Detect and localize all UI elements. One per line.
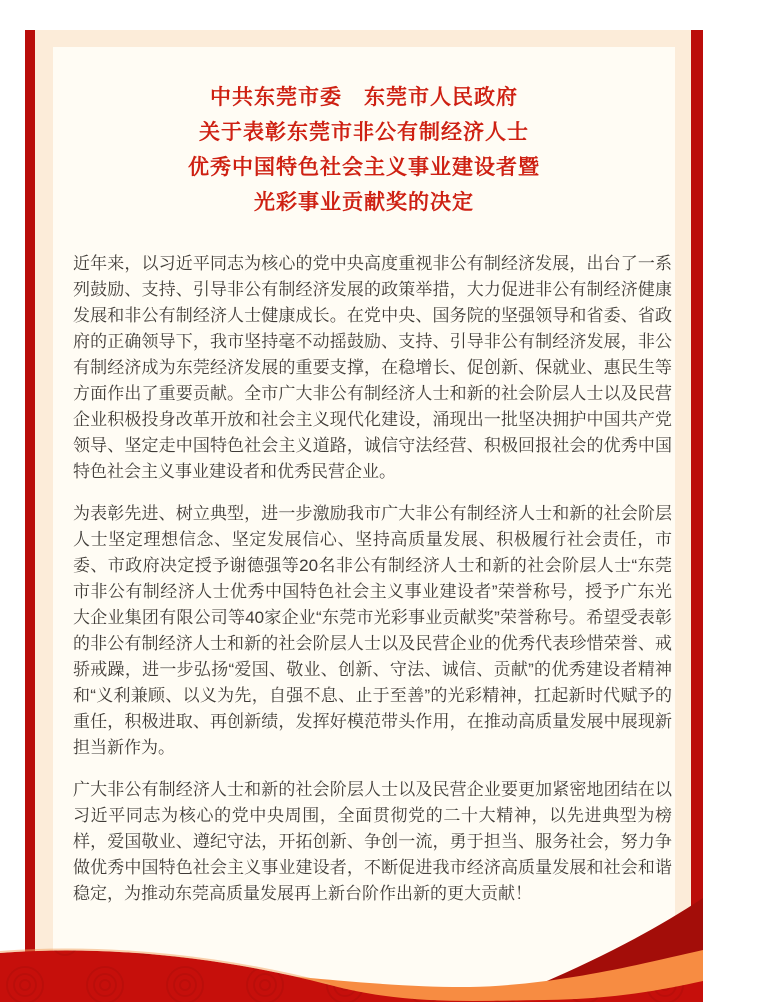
- left-red-border: [25, 30, 35, 1002]
- document-card: [53, 47, 675, 1002]
- announcement-panel: [25, 30, 703, 1002]
- title-line-3: 优秀中国特色社会主义事业建设者暨: [188, 156, 540, 179]
- title-line-1: 中共东莞市委 东莞市人民政府: [210, 86, 518, 109]
- document-body: [73, 251, 672, 907]
- right-red-border: [691, 30, 703, 1002]
- document-title: [53, 80, 675, 220]
- body-paragraph-3: 广大非公有制经济人士和新的社会阶层人士以及民营企业要更加紧密地团结在以习近平同志为核心的党中央周围，全面贯彻党的二十大精神，以先进典型为榜样，爱国敬业、遵纪守法，开拓创新、争创一流，勇于担当、服务社会，努力争做优秀中国特色社会主义事业建设者，不断促进我市经济高质量发展和社会和谐稳定，为推动东莞高质量发展再上新台阶作出新的更大贡献！: [73, 780, 672, 903]
- footer-wave-decoration: [0, 890, 703, 1002]
- title-line-4: 光彩事业贡献奖的决定: [254, 191, 474, 214]
- body-paragraph-2: 为表彰先进、树立典型，进一步激励我市广大非公有制经济人士和新的社会阶层人士坚定理想信念、坚定发展信心、坚持高质量发展、积极履行社会责任，市委、市政府决定授予谢德强等20名非公有制经济人士和新的社会阶层人士“东莞市非公有制经济人士优秀中国特色社会主义事业建设者”荣誉称号，授予广东光大企业集团有限公司等40家企业“东莞市光彩事业贡献奖”荣誉称号。希望受表彰的非公有制经济人士和新的社会阶层人士以及民营企业的优秀代表珍惜荣誉、戒骄戒躁，进一步弘扬“爱国、敬业、创新、守法、诚信、贡献”的优秀建设者精神和“义利兼顾、以义为先，自强不息、止于至善”的光彩精神，扛起新时代赋予的重任，积极进取、再创新绩，发挥好模范带头作用，在推动高质量发展中展现新担当新作为。: [73, 504, 672, 757]
- title-line-2: 关于表彰东莞市非公有制经济人士: [199, 121, 529, 144]
- body-paragraph-1: 近年来，以习近平同志为核心的党中央高度重视非公有制经济发展，出台了一系列鼓励、支持、引导非公有制经济发展的政策举措，大力促进非公有制经济健康发展和非公有制经济人士健康成长。在党中央、国务院的坚强领导和省委、省政府的正确领导下，我市坚持毫不动摇鼓励、支持、引导非公有制经济发展，非公有制经济成为东莞经济发展的重要支撑，在稳增长、促创新、保就业、惠民生等方面作出了重要贡献。全市广大非公有制经济人士和新的社会阶层人士以及民营企业积极投身改革开放和社会主义现代化建设，涌现出一批坚决拥护中国共产党领导、坚定走中国特色社会主义道路，诚信守法经营、积极回报社会的优秀中国特色社会主义事业建设者和优秀民营企业。: [73, 254, 672, 481]
